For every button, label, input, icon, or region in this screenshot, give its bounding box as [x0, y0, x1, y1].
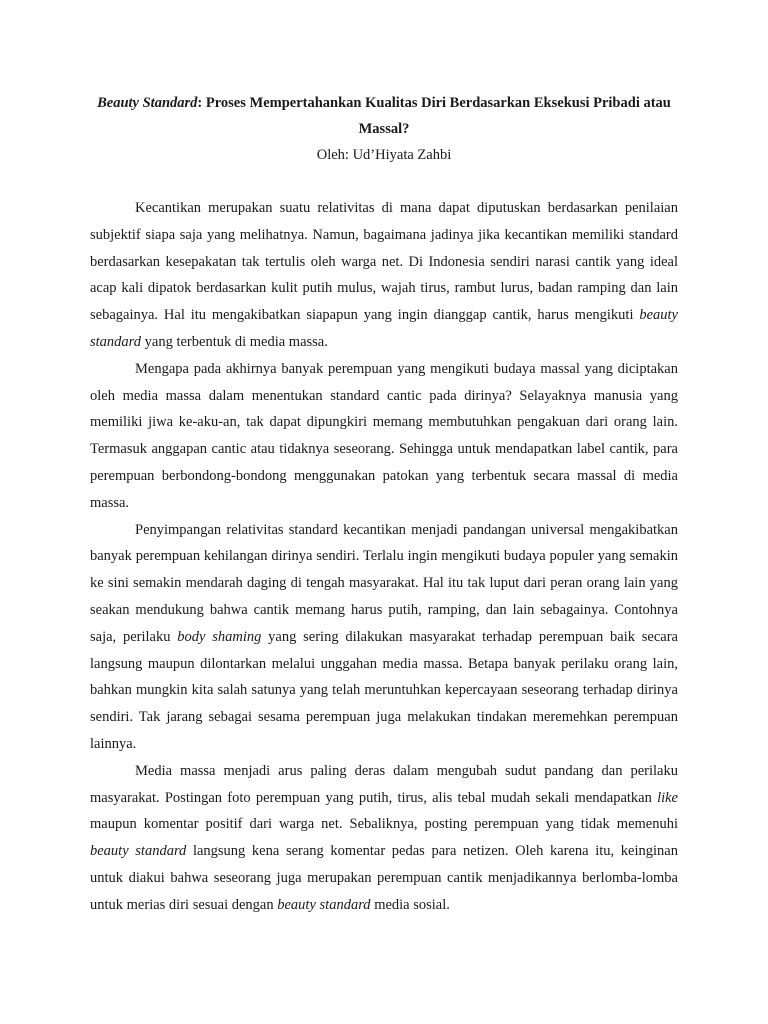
paragraph-text: Mengapa pada akhirnya banyak perempuan yang mengikuti budaya massal yang diciptakan oleh media massa dalam menentukan standard cantic pada dirinya? Selayaknya manusia yang memiliki jiwa ke-aku-an, tak dapat dipungkiri memang membutuhkan pengakuan dari orang lain. Termasuk anggapan cantic atau tidaknya seseorang. Sehingga untuk mendapatkan label cantik, para perempuan berbondong-bondong menggunakan patokan yang terbentuk secara massal di media massa. — [90, 360, 678, 511]
paragraph-text: langsung kena serang komentar pedas para netizen. Oleh karena itu, keinginan untuk diakui bahwa seseorang juga merupakan perempuan cantik menjadikannya berlomba-lomba untuk merias diri sesuai dengan — [90, 843, 678, 913]
italic-term: beauty standard — [277, 896, 371, 913]
paragraph-text: Kecantikan merupakan suatu relativitas di mana dapat diputuskan berdasarkan penilaian subjektif siapa saja yang melihatnya. Namun, bagaimana jadinya jika kecantikan memiliki standard berdasarkan kesepakatan tak tertulis oleh warga net. Di Indonesia sendiri narasi cantik yang ideal acap kali dipatok berdasarkan kulit putih mulus, wajah tirus, rambut lurus, badan ramping dan lain sebagainya. Hal itu mengakibatkan siapapun yang ingin dianggap cantik, harus mengikuti — [90, 200, 678, 324]
italic-term: body shaming — [177, 628, 262, 645]
title-main-part: : Proses Mempertahankan Kualitas Diri Berdasarkan Eksekusi Pribadi atau Massal? — [197, 95, 671, 137]
document-title — [90, 90, 678, 142]
paragraph-4 — [90, 758, 678, 919]
paragraph-text: Media massa menjadi arus paling deras dalam mengubah sudut pandang dan perilaku masyarakat. Postingan foto perempuan yang putih, tirus, alis tebal mudah sekali mendapatkan — [90, 762, 678, 806]
paragraph-text: Penyimpangan relativitas standard kecantikan menjadi pandangan universal mengakibatkan banyak perempuan kehilangan dirinya sendiri. Terlalu ingin mengikuti budaya populer yang semakin ke sini semakin mendarah daging di tengah masyarakat. Hal itu tak luput dari peran orang lain yang seakan mendukung bahwa cantik memang harus putih, ramping, dan lain sebagainya. Contohnya saja, perilaku — [90, 521, 678, 645]
italic-term: beauty standard — [90, 307, 678, 350]
paragraph-text: yang terbentuk di media massa. — [141, 333, 328, 350]
italic-term: beauty standard — [90, 843, 187, 860]
document-page — [90, 90, 678, 919]
paragraph-1 — [90, 195, 678, 356]
title-italic-part: Beauty Standard — [97, 95, 198, 111]
author-line: Oleh: Ud’Hiyata Zahbi — [316, 147, 452, 163]
paragraph-text: yang sering dilakukan masyarakat terhadap perempuan baik secara langsung maupun dilontarkan melalui unggahan media massa. Betapa banyak perilaku orang lain, bahkan mungkin kita salah satunya yang telah meruntuhkan kepercayaan seseorang terhadap dirinya sendiri. Tak jarang sebagai sesama perempuan juga melakukan tindakan meremehkan perempuan lainnya. — [90, 628, 678, 752]
paragraph-text: maupun komentar positif dari warga net. Sebaliknya, posting perempuan yang tidak memenuhi — [90, 816, 678, 833]
paragraph-text: media sosial. — [370, 896, 450, 913]
italic-term: like — [657, 789, 678, 806]
paragraph-2 — [90, 356, 678, 517]
paragraph-3 — [90, 517, 678, 758]
